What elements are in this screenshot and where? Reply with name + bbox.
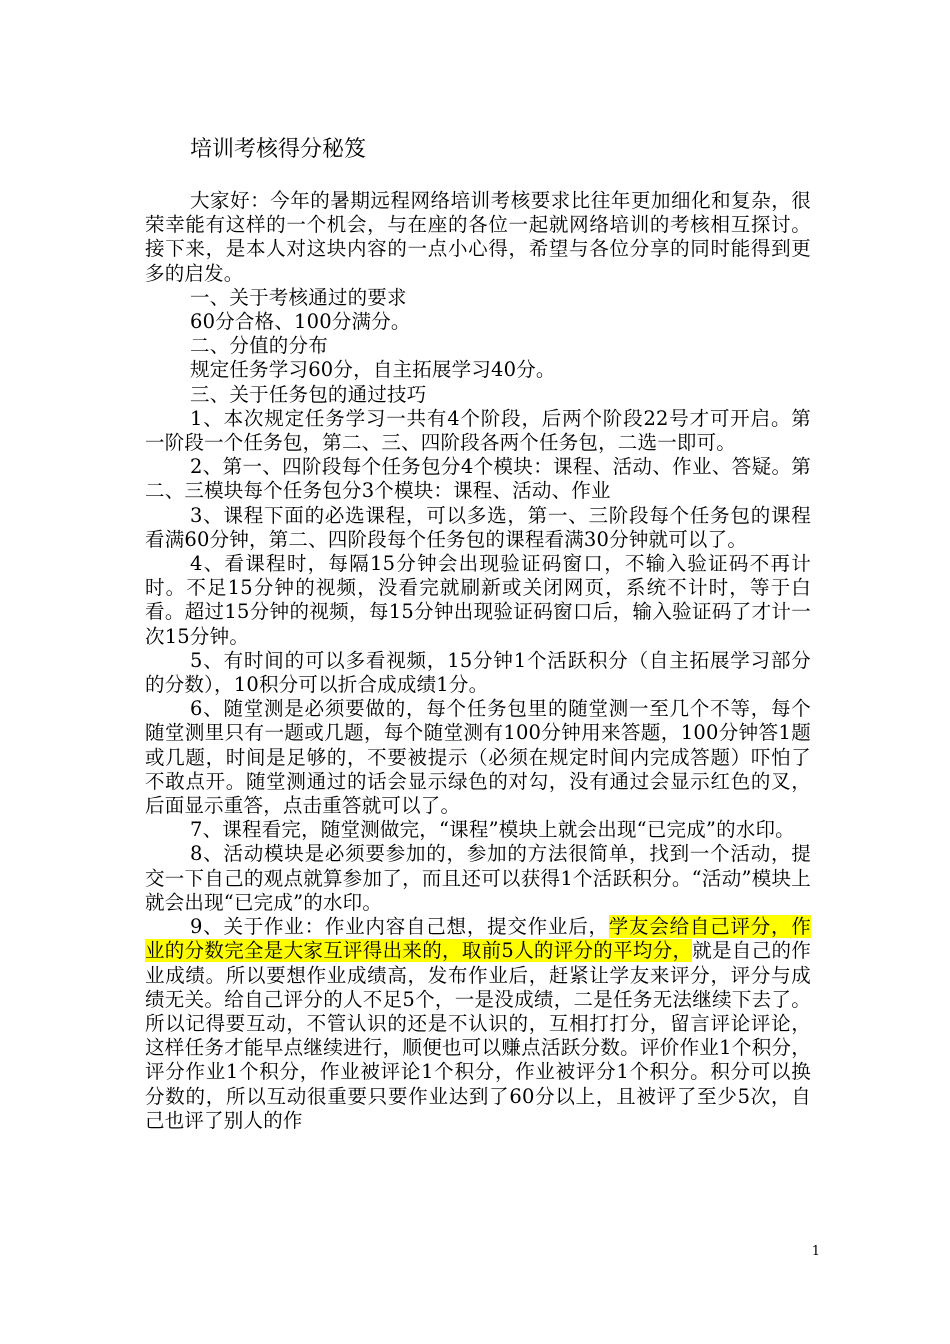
tip-9-text-after: 就是自己的作业成绩。所以要想作业成绩高，发布作业后，赶紧让学友来评分，评分与成绩无关。给自己评分的人不足5个，一是没成绩，二是任务无法继续下去了。所以记得要互动，不管认识的还是不认识的，互相打打分，留言评论评论，这样任务才能早点继续进行，顺便也可以赚点活跃分数。评价作业1个积分，评分作业1个积分，作业被评论1个积分，作业被评分1个积分。积分可以换分数的，所以互动很重要只要作业达到了60分以上，且被评了至少5次，自己也评了别人的作 [145, 939, 811, 1132]
highlighted-text: 学友会给自己评分，作业的分数完全是大家互评得出来的，取前5人的评分的平均分， [145, 915, 811, 963]
distribution-text: 规定任务学习60分，自主拓展学习40分。 [190, 358, 556, 382]
tip-paragraph-5: 5、有时间的可以多看视频，15分钟1个活跃积分（自主拓展学习部分的分数），10积分可以折合成成绩1分。 [145, 648, 811, 697]
tip-paragraph-8: 8、活动模块是必须要参加的，参加的方法很简单，找到一个活动，提交一下自己的观点就算参加了，而且还可以获得1个活跃积分。“活动”模块上就会出现“已完成”的水印。 [145, 842, 811, 914]
tip-9-text-before: 9、关于作业：作业内容自己想，提交作业后， [190, 915, 609, 939]
section-heading-distribution: 二、分值的分布 [190, 334, 328, 358]
page-number: 1 [811, 1244, 820, 1259]
tip-paragraph-9 [145, 915, 811, 1133]
requirements-text: 60分合格、100分满分。 [190, 310, 411, 334]
document-title: 培训考核得分秘笈 [190, 137, 367, 162]
document-page [145, 130, 811, 1133]
tip-paragraph-6: 6、随堂测是必须要做的，每个任务包里的随堂测一至几个不等，每个随堂测里只有一题或几题，每个随堂测有100分钟用来答题，100分钟答1题或几题，时间是足够的，不要被提示（必须在规定时间内完成答题）吓怕了不敢点开。随堂测通过的话会显示绿色的对勾，没有通过会显示红色的叉，后面显示重答，点击重答就可以了。 [145, 697, 811, 818]
tip-paragraph-3: 3、课程下面的必选课程，可以多选，第一、三阶段每个任务包的课程看满60分钟，第二、四阶段每个任务包的课程看满30分钟就可以了。 [145, 503, 811, 551]
section-heading-requirements: 一、关于考核通过的要求 [190, 285, 407, 309]
tip-paragraph-2: 2、第一、四阶段每个任务包分4个模块：课程、活动、作业、答疑。第二、三模块每个任务包分3个模块：课程、活动、作业 [145, 455, 811, 503]
tip-paragraph-4: 4、看课程时，每隔15分钟会出现验证码窗口，不输入验证码不再计时。不足15分钟的视频，没看完就刷新或关闭网页，系统不计时，等于白看。超过15分钟的视频，每15分钟出现验证码窗口后，输入验证码了才计一次15分钟。 [145, 552, 811, 648]
section-heading-tips: 三、关于任务包的通过技巧 [190, 382, 427, 406]
tip-paragraph-7: 7、课程看完，随堂测做完，“课程”模块上就会出现“已完成”的水印。 [190, 818, 795, 842]
intro-paragraph: 大家好：今年的暑期远程网络培训考核要求比往年更加细化和复杂，很荣幸能有这样的一个机会，与在座的各位一起就网络培训的考核相互探讨。接下来，是本人对这块内容的一点小心得，希望与各位分享的同时能得到更多的启发。 [145, 189, 811, 285]
tip-paragraph-1: 1、本次规定任务学习一共有4个阶段，后两个阶段22号才可开启。第一阶段一个任务包，第二、三、四阶段各两个任务包，二选一即可。 [145, 406, 811, 455]
